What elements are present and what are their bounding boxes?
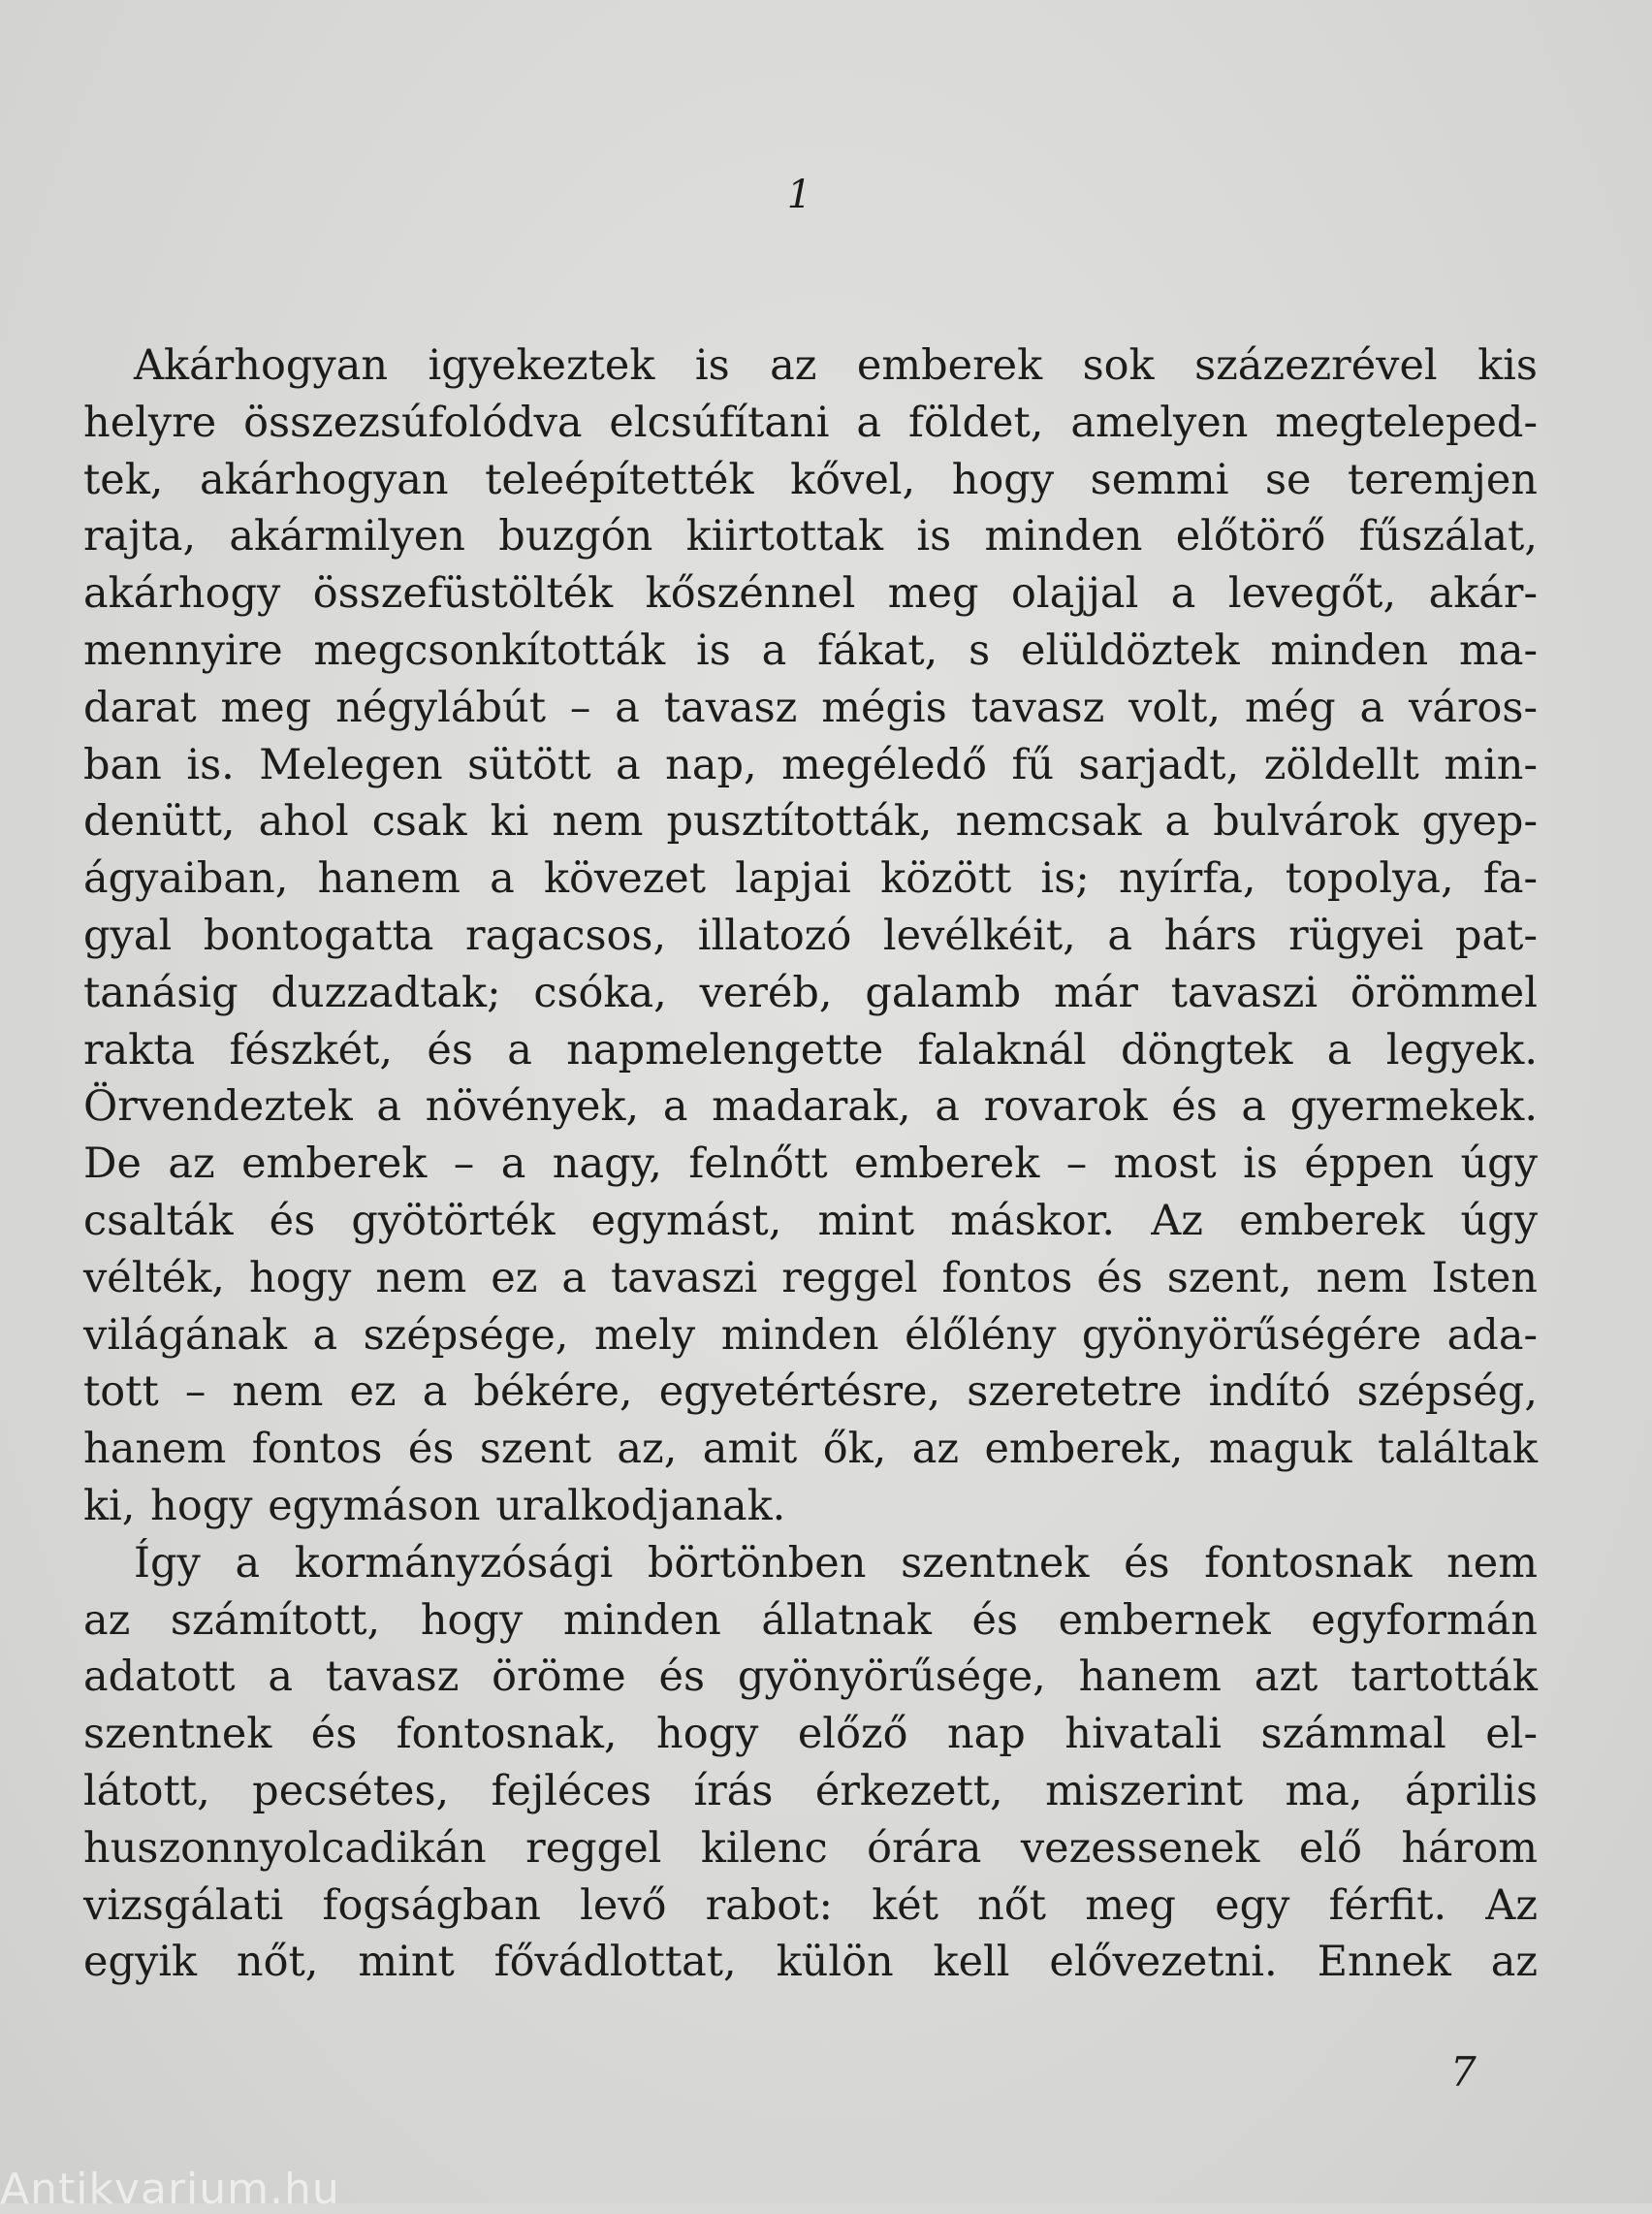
text-line: akárhogy összefüstölték kőszénnel meg olajjal a levegőt, akár- <box>83 569 1538 619</box>
text-line: rajta, akármilyen buzgón kiirtottak is minden előtörő fűszálat, <box>83 512 1538 562</box>
text-line: helyre összezsúfolódva elcsúfítani a földet, amelyen megteleped- <box>83 398 1538 447</box>
text-line: az számított, hogy minden állatnak és embernek egyformán <box>83 1595 1538 1645</box>
text-line: csalták és gyötörték egymást, mint máskor. Az emberek úgy <box>83 1196 1538 1245</box>
text-line: De az emberek – a nagy, felnőtt emberek – most is éppen úgy <box>83 1139 1538 1189</box>
text-line: vizsgálati fogságban levő rabot: két nőt meg egy férfit. Az <box>83 1880 1538 1930</box>
text-line: mennyire megcsonkították is a fákat, s elüldöztek minden ma- <box>83 626 1538 675</box>
text-line: denütt, ahol csak ki nem pusztították, nemcsak a bulvárok gyep- <box>83 797 1538 847</box>
text-line: szentnek és fontosnak, hogy előző nap hivatali számmal el- <box>83 1710 1538 1759</box>
text-line: tek, akárhogyan teleépítették kővel, hogy semmi se teremjen <box>83 455 1538 504</box>
body-text <box>83 337 1538 1991</box>
text-line: ki, hogy egymáson uralkodjanak. <box>83 1481 786 1530</box>
text-line: ágyaiban, hanem a kövezet lapjai között is; nyírfa, topolya, fa- <box>83 854 1538 904</box>
text-line: huszonnyolcadikán reggel kilenc órára vezessenek elő három <box>83 1823 1538 1873</box>
text-line: tott – nem ez a békére, egyetértésre, szeretetre indító szépség, <box>83 1367 1538 1417</box>
text-line: adatott a tavasz öröme és gyönyörűsége, hanem azt tartották <box>83 1652 1538 1702</box>
text-line: darat meg négylábút – a tavasz mégis tavasz volt, még a város- <box>83 683 1538 732</box>
text-line: látott, pecsétes, fejléces írás érkezett, miszerint ma, április <box>83 1766 1538 1815</box>
text-line: Akárhogyan igyekeztek is az emberek sok százezrével kis <box>134 341 1538 390</box>
text-line: vélték, hogy nem ez a tavaszi reggel fontos és szent, nem Isten <box>83 1253 1538 1302</box>
text-line: tanásig duzzadtak; csóka, veréb, galamb már tavaszi örömmel <box>83 968 1538 1017</box>
text-line: egyik nőt, mint fővádlottat, külön kell elővezetni. Ennek az <box>83 1938 1538 1987</box>
text-line: Örvendeztek a növények, a madarak, a rovarok és a gyermekek. <box>83 1082 1538 1132</box>
text-line: Így a kormányzósági börtönben szentnek és fontosnak nem <box>134 1538 1538 1588</box>
text-line: gyal bontogatta ragacsos, illatozó levélkéit, a hárs rügyei pat- <box>83 911 1538 960</box>
page-number: 7 <box>1450 2048 1477 2096</box>
text-line: ban is. Melegen sütött a nap, megéledő fű sarjadt, zöldellt min- <box>83 740 1538 789</box>
chapter-number: 1 <box>786 173 813 217</box>
watermark: Antikvarium.hu <box>0 2165 340 2214</box>
text-line: hanem fontos és szent az, amit ők, az emberek, maguk találtak <box>83 1425 1538 1474</box>
text-line: világának a szépsége, mely minden élőlény gyönyörűségére ada- <box>83 1310 1538 1360</box>
text-line: rakta fészkét, és a napmelengette falaknál döngtek a legyek. <box>83 1025 1538 1075</box>
